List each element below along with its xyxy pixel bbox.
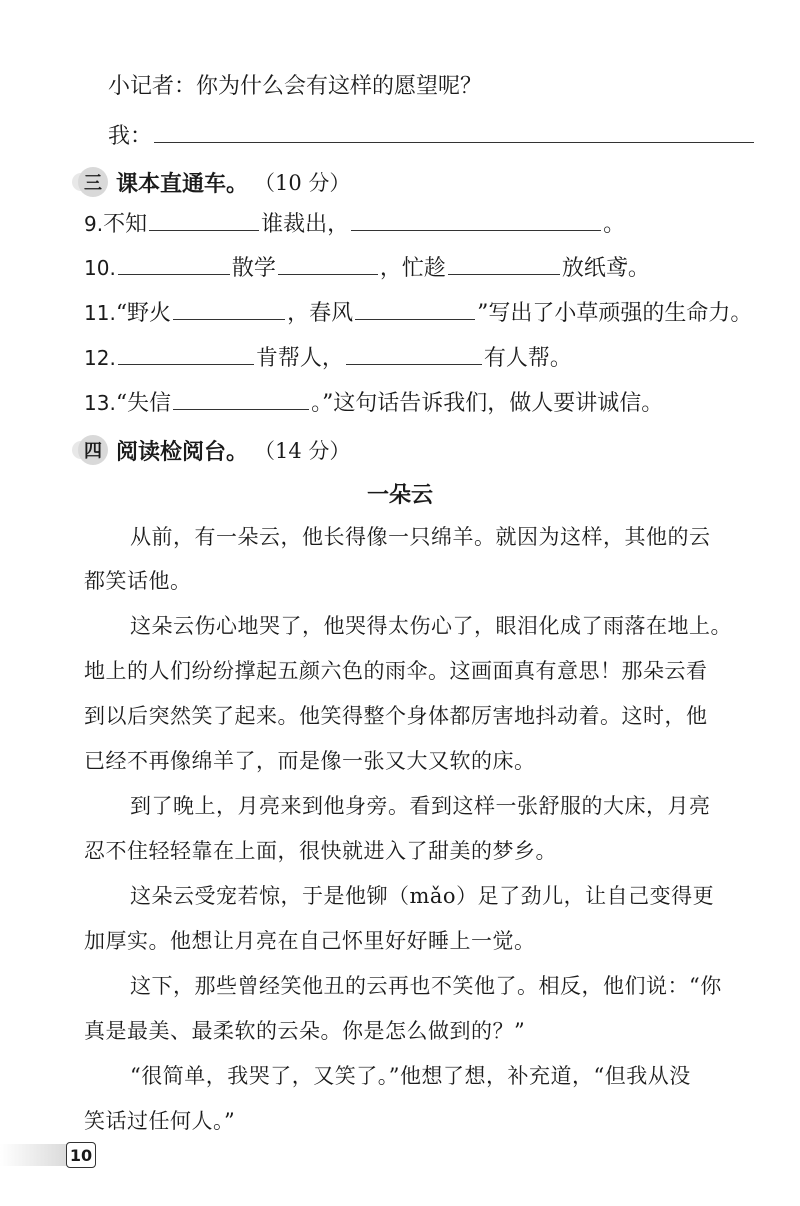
q13-text-a: “失信 bbox=[115, 391, 172, 416]
question-number: 13. bbox=[84, 391, 116, 415]
story-line: “很简单，我哭了，又笑了。”他想了想，补充道，“但我从没 bbox=[130, 1064, 691, 1088]
story-line: 笑话过任何人。” bbox=[84, 1109, 236, 1133]
section-4-title: 阅读检阅台。 bbox=[116, 439, 249, 465]
q12-text-a: 肯帮人， bbox=[255, 346, 344, 371]
q10-text-a: 散学 bbox=[231, 256, 276, 281]
story-line: 真是最美、最柔软的云朵。你是怎么做到的？” bbox=[84, 1019, 526, 1043]
q11-blank-1[interactable] bbox=[173, 297, 285, 320]
q9-text-c: 。 bbox=[603, 212, 626, 237]
q12-blank-1[interactable] bbox=[118, 342, 254, 365]
interview-question: 小记者：你为什么会有这样的愿望呢？ bbox=[108, 74, 483, 99]
story-line: 地上的人们纷纷撑起五颜六色的雨伞。这画面真有意思！那朵云看 bbox=[84, 659, 708, 683]
footer-bar bbox=[0, 1144, 70, 1166]
page-number: 10 bbox=[66, 1142, 96, 1168]
section-4-header bbox=[78, 434, 350, 466]
section-3-title: 课本直通车。 bbox=[116, 171, 249, 197]
question-13 bbox=[84, 387, 663, 419]
question-12 bbox=[84, 342, 572, 374]
q11-text-b: ，春风 bbox=[287, 301, 354, 326]
section-3-badge: 三 bbox=[78, 167, 108, 197]
question-9 bbox=[84, 208, 625, 240]
q11-text-c: ”写出了小草顽强的生命力。 bbox=[477, 301, 753, 326]
q13-text-b: 。”这句话告诉我们，做人要讲诚信。 bbox=[311, 391, 664, 416]
question-number: 10. bbox=[84, 256, 116, 280]
q10-text-b: ，忙趁 bbox=[379, 256, 446, 281]
q10-blank-3[interactable] bbox=[448, 252, 560, 275]
story-line: 都笑话他。 bbox=[84, 569, 192, 593]
answer-label: 我： bbox=[108, 124, 153, 149]
question-number: 12. bbox=[84, 346, 116, 370]
q10-blank-1[interactable] bbox=[118, 252, 230, 275]
q11-blank-2[interactable] bbox=[355, 297, 475, 320]
story-line: 从前，有一朵云，他长得像一只绵羊。就因为这样，其他的云 bbox=[130, 525, 711, 549]
answer-line bbox=[108, 120, 756, 152]
story-line: 加厚实。他想让月亮在自己怀里好好睡上一觉。 bbox=[84, 929, 536, 953]
story-line: 到了晚上，月亮来到他身旁。看到这样一张舒服的大床，月亮 bbox=[130, 794, 711, 818]
answer-blank[interactable] bbox=[154, 120, 754, 143]
q10-text-c: 放纸鸢。 bbox=[561, 256, 650, 281]
q12-text-b: 有人帮。 bbox=[483, 346, 572, 371]
section-3-score: （10 分） bbox=[254, 171, 351, 195]
question-number: 11. bbox=[84, 301, 116, 325]
question-11 bbox=[84, 297, 752, 329]
q11-text-a: “野火 bbox=[115, 301, 172, 326]
section-3-header bbox=[78, 166, 350, 198]
question-10 bbox=[84, 252, 650, 284]
story-line: 这朵云受宠若惊，于是他铆（mǎo）足了劲儿，让自己变得更 bbox=[130, 884, 715, 908]
section-4-badge: 四 bbox=[78, 435, 108, 465]
q10-blank-2[interactable] bbox=[278, 252, 378, 275]
story-line: 忍不住轻轻靠在上面，很快就进入了甜美的梦乡。 bbox=[84, 839, 557, 863]
q13-blank-1[interactable] bbox=[173, 387, 309, 410]
story-line: 这朵云伤心地哭了，他哭得太伤心了，眼泪化成了雨落在地上。 bbox=[130, 614, 732, 638]
story-line: 到以后突然笑了起来。他笑得整个身体都厉害地抖动着。这时，他 bbox=[84, 704, 708, 728]
question-number: 9. bbox=[84, 212, 104, 236]
story-title: 一朵云 bbox=[366, 483, 433, 508]
story-line: 已经不再像绵羊了，而是像一张又大又软的床。 bbox=[84, 749, 536, 773]
q9-blank-1[interactable] bbox=[149, 208, 259, 231]
q9-text-b: 谁裁出， bbox=[261, 212, 350, 237]
section-4-score: （14 分） bbox=[254, 439, 351, 463]
q12-blank-2[interactable] bbox=[346, 342, 482, 365]
q9-text-a: 不知 bbox=[103, 212, 148, 237]
q9-blank-2[interactable] bbox=[351, 208, 601, 231]
story-line: 这下，那些曾经笑他丑的云再也不笑他了。相反，他们说：“你 bbox=[130, 974, 722, 998]
